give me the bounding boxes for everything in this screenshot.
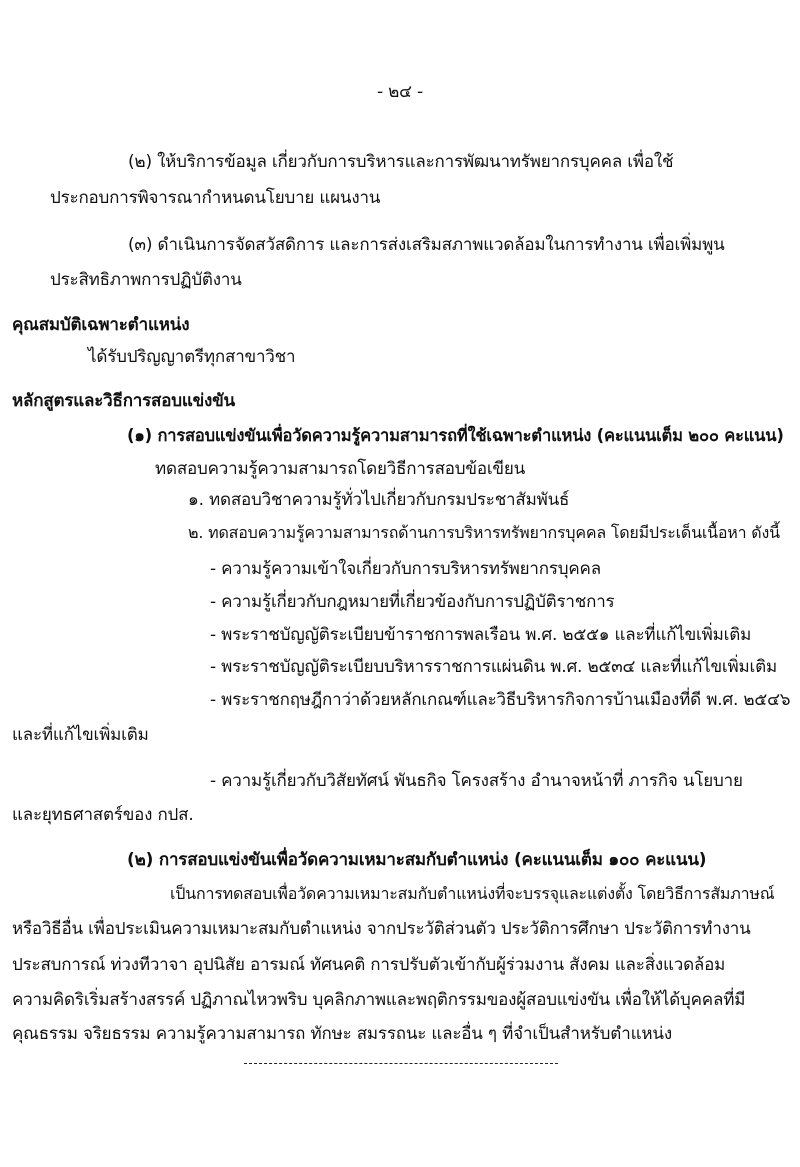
exam-part2-line-4: ความคิดริเริ่มสร้างสรรค์ ปฏิภาณไหวพริบ บุคลิกภาพและพฤติกรรมของผู้สอบแข่งขัน เพื่อให้ได้บุคคลที่มี [12,990,746,1010]
duty-item-3-line-2: ประสิทธิภาพการปฏิบัติงาน [50,270,242,290]
exam-heading: หลักสูตรและวิธีการสอบแข่งขัน [12,391,235,411]
qualifications-heading: คุณสมบัติเฉพาะตำแหน่ง [12,315,190,335]
exam-part1-sub1: ๑. ทดสอบวิชาความรู้ทั่วไปเกี่ยวกับกรมประชาสัมพันธ์ [188,490,570,510]
exam-part2-line-1: เป็นการทดสอบเพื่อวัดความเหมาะสมกับตำแหน่งที่จะบรรจุและแต่งตั้ง โดยวิธีการสัมภาษณ์ [170,884,775,903]
exam-part1-bullet-4: - พระราชบัญญัติระเบียบบริหารราชการแผ่นดิน พ.ศ. ๒๕๓๔ และที่แก้ไขเพิ่มเติม [210,657,778,677]
duty-item-2-line-2: ประกอบการพิจารณากำหนดนโยบาย แผนงาน [50,188,381,208]
exam-part2-line-5: คุณธรรม จริยธรรม ความรู้ความสามารถ ทักษะ สมรรถนะ และอื่น ๆ ที่จำเป็นสำหรับตำแหน่ง [12,1024,672,1044]
exam-part2-line-2: หรือวิธีอื่น เพื่อประเมินความเหมาะสมกับตำแหน่ง จากประวัติส่วนตัว ประวัติการศึกษา ประวัติการทำงาน [12,919,751,939]
exam-part1-bullet-5-line-2: และที่แก้ไขเพิ่มเติม [12,725,149,745]
qualifications-text: ได้รับปริญญาตรีทุกสาขาวิชา [88,347,296,367]
exam-part1-bullet-1: - ความรู้ความเข้าใจเกี่ยวกับการบริหารทรัพยากรบุคคล [210,559,601,579]
duty-item-2-line-1: (๒) ให้บริการข้อมูล เกี่ยวกับการบริหารและการพัฒนาทรัพยากรบุคคล เพื่อใช้ [128,152,674,172]
exam-part1-bullet-6-line-2: และยุทธศาสตร์ของ กปส. [12,805,194,825]
end-divider [244,1063,558,1064]
duty-item-3-line-1: (๓) ดำเนินการจัดสวัสดิการ และการส่งเสริมสภาพแวดล้อมในการทำงาน เพื่อเพิ่มพูน [128,235,725,255]
exam-part1-bullet-6-line-1: - ความรู้เกี่ยวกับวิสัยทัศน์ พันธกิจ โครงสร้าง อำนาจหน้าที่ ภารกิจ นโยบาย [210,771,743,791]
exam-part1-method: ทดสอบความรู้ความสามารถโดยวิธีการสอบข้อเขียน [155,459,526,479]
exam-part1-bullet-2: - ความรู้เกี่ยวกับกฎหมายที่เกี่ยวข้องกับการปฏิบัติราชการ [210,592,615,612]
exam-part1-title: (๑) การสอบแข่งขันเพื่อวัดความรู้ความสามารถที่ใช้เฉพาะตำแหน่ง (คะแนนเต็ม ๒๐๐ คะแนน) [127,426,784,445]
exam-part2-title: (๒) การสอบแข่งขันเพื่อวัดความเหมาะสมกับตำแหน่ง (คะแนนเต็ม ๑๐๐ คะแนน) [127,850,707,870]
exam-part2-line-3: ประสบการณ์ ท่วงทีวาจา อุปนิสัย อารมณ์ ทัศนคติ การปรับตัวเข้ากับผู้ร่วมงาน สังคม และสิ่งแวดล้อม [12,955,726,975]
exam-part1-sub2: ๒. ทดสอบความรู้ความสามารถด้านการบริหารทรัพยากรบุคคล โดยมีประเด็นเนื้อหา ดังนี้ [188,523,780,542]
page-number: - ๒๔ - [377,82,423,102]
exam-part1-bullet-3: - พระราชบัญญัติระเบียบข้าราชการพลเรือน พ.ศ. ๒๕๕๑ และที่แก้ไขเพิ่มเติม [210,625,752,645]
exam-part1-bullet-5-line-1: - พระราชกฤษฎีกาว่าด้วยหลักเกณฑ์และวิธีบริหารกิจการบ้านเมืองที่ดี พ.ศ. ๒๕๔๖ [210,690,791,710]
